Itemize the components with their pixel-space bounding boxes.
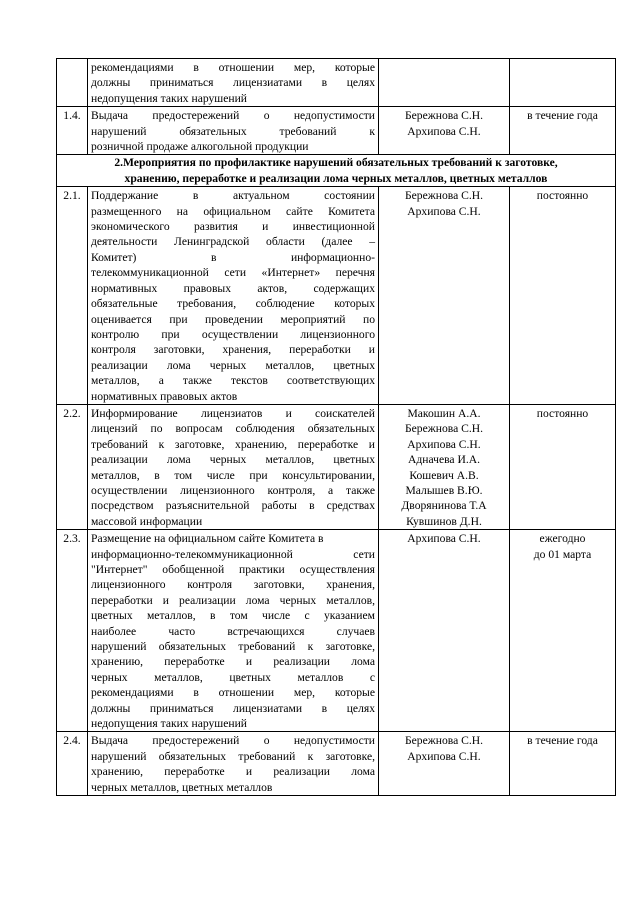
text-line: наиболее часто встречающихся случаев (91, 624, 375, 638)
text-line: информационно-телекоммуникационной сети (91, 547, 375, 561)
measure-text (88, 107, 379, 155)
deadline-text: постоянно (536, 189, 589, 203)
text-line: требований к заготовке, хранению, переработке и (91, 437, 375, 451)
text-line: нарушений обязательных требований к заготовке, (91, 749, 375, 763)
deadline-cell (510, 732, 616, 796)
text-line: осуществлении лицензионного контроля, а также (91, 483, 375, 497)
executor-name: Архипова С.Н. (407, 437, 481, 451)
text-line: Информирование лицензиатов и соискателей (91, 406, 375, 420)
text-line: металлов, а также текстов соответствующих (91, 374, 375, 388)
text-line: должны приниматься лицензиатами в целях (91, 701, 375, 715)
text-line: недопущения таких нарушений (91, 91, 247, 105)
text-line: нарушений обязательных требований к заготовке, (91, 640, 375, 654)
deadline-text: в течение года (527, 109, 598, 123)
executors-cell (379, 404, 510, 529)
text-line: рекомендациями в отношении мер, которые (91, 61, 375, 74)
text-line: "Интернет" обобщенной практики осуществления (91, 563, 375, 576)
executors-cell (379, 187, 510, 405)
text-line: розничной продаже алкогольной продукции (91, 140, 309, 154)
row-number: 2.2. (57, 404, 88, 529)
text-line: рекомендациями в отношении мер, которые (91, 686, 375, 700)
text-line: черных металлов, цветных металлов (91, 780, 273, 794)
text-line: хранению, переработке и реализации лома (91, 655, 375, 669)
text-line: металлов, в том числе при консультировании, (91, 468, 375, 482)
text-line: контроля заготовки, хранения, переработки и (91, 343, 375, 357)
section-header-row (57, 155, 616, 187)
text-line: должны приниматься лицензиатами в целях (91, 76, 375, 90)
measure-text (88, 59, 379, 107)
deadline-text: ежегодно (539, 532, 586, 546)
section-title-line: 2.Мероприятия по профилактике нарушений обязательных требований к заготовке, (114, 156, 558, 170)
text-line: деятельности Ленинградской области (далее – (91, 235, 375, 249)
table-row (57, 107, 616, 155)
text-line: цветных металлов, в том числе с указанием (91, 609, 375, 623)
text-line: недопущения таких нарушений (91, 717, 247, 731)
executor-name: Кошевич А.В. (409, 468, 479, 482)
executors-cell (379, 530, 510, 732)
executor-name: Адначева И.А. (407, 453, 481, 467)
text-line: реализации лома черных металлов, цветных (91, 453, 375, 467)
executor-name: Бережнова С.Н. (404, 734, 484, 748)
text-line: нормативных правовых актов (91, 389, 238, 403)
text-line: нормативных правовых актов, содержащих (91, 281, 375, 295)
executor-name: Архипова С.Н. (407, 124, 481, 138)
executor-name: Бережнова С.Н. (404, 422, 484, 436)
text-line: обязательные требования, соблюдение которых (91, 297, 375, 311)
executor-name: Бережнова С.Н. (404, 109, 484, 123)
measure-text (88, 404, 379, 529)
executors-cell (379, 107, 510, 155)
executor-name: Бережнова С.Н. (404, 189, 484, 203)
text-line: контролю при осуществлении лицензионного (91, 327, 375, 341)
text-line: переработки и реализации лома черных металлов, (91, 593, 375, 607)
deadline-cell (510, 404, 616, 529)
deadline-cell (510, 187, 616, 405)
row-number (57, 59, 88, 107)
table-row (57, 530, 616, 732)
text-line: размещенного на официальном сайте Комитета (91, 204, 375, 218)
deadline-text: постоянно (536, 406, 589, 420)
text-line: реализации лома черных металлов, цветных (91, 358, 375, 372)
executor-name: Кувшинов Д.Н. (406, 514, 482, 528)
executor-name: Архипова С.Н. (407, 204, 481, 218)
deadline-text: до 01 марта (533, 547, 592, 561)
text-line: Выдача предостережений о недопустимости (91, 734, 375, 748)
deadline-cell (510, 530, 616, 732)
table-row (57, 732, 616, 796)
text-line: оценивается при проведении мероприятий по (91, 312, 375, 326)
text-line: Выдача предостережений о недопустимости (91, 109, 375, 123)
text-line: Поддержание в актуальном состоянии (91, 189, 375, 203)
text-line: черных металлов, цветных металлов с (91, 670, 375, 684)
deadline-cell (510, 107, 616, 155)
measures-table (56, 58, 616, 796)
text-line: массовой информации (91, 514, 203, 528)
executors-cell (379, 732, 510, 796)
deadline-text: в течение года (527, 734, 598, 748)
executor-name: Дворянинова Т.А (401, 499, 487, 513)
deadline-cell (510, 59, 616, 107)
executor-name: Макошин А.А. (407, 406, 481, 420)
text-line: телекоммуникационной сети «Интернет» перечня (91, 266, 375, 280)
text-line: Комитет) в информационно- (91, 250, 375, 264)
row-number: 1.4. (57, 107, 88, 155)
table-row (57, 404, 616, 529)
executor-name: Архипова С.Н. (407, 532, 481, 546)
row-number: 2.4. (57, 732, 88, 796)
section-title-line: хранению, переработке и реализации лома черных металлов, цветных металлов (124, 171, 548, 185)
measure-text (88, 530, 379, 732)
row-number: 2.1. (57, 187, 88, 405)
table-row (57, 59, 616, 107)
text-line: хранению, переработке и реализации лома (91, 765, 375, 779)
section-title (57, 155, 616, 187)
executor-name: Малышев В.Ю. (405, 483, 483, 497)
text-line: нарушений обязательных требований к (91, 124, 375, 138)
text-line: Размещение на официальном сайте Комитета в (91, 532, 324, 546)
executors-cell (379, 59, 510, 107)
table-row (57, 187, 616, 405)
measure-text (88, 187, 379, 405)
text-line: лицензий по вопросам соблюдения обязательных (91, 422, 375, 436)
measure-text (88, 732, 379, 796)
executor-name: Архипова С.Н. (407, 749, 481, 763)
text-line: экономического развития и инвестиционной (91, 220, 375, 234)
text-line: лицензионного контроля заготовки, хранения, (91, 578, 375, 592)
text-line: посредством разъяснительной работы в средствах (91, 499, 375, 513)
row-number: 2.3. (57, 530, 88, 732)
